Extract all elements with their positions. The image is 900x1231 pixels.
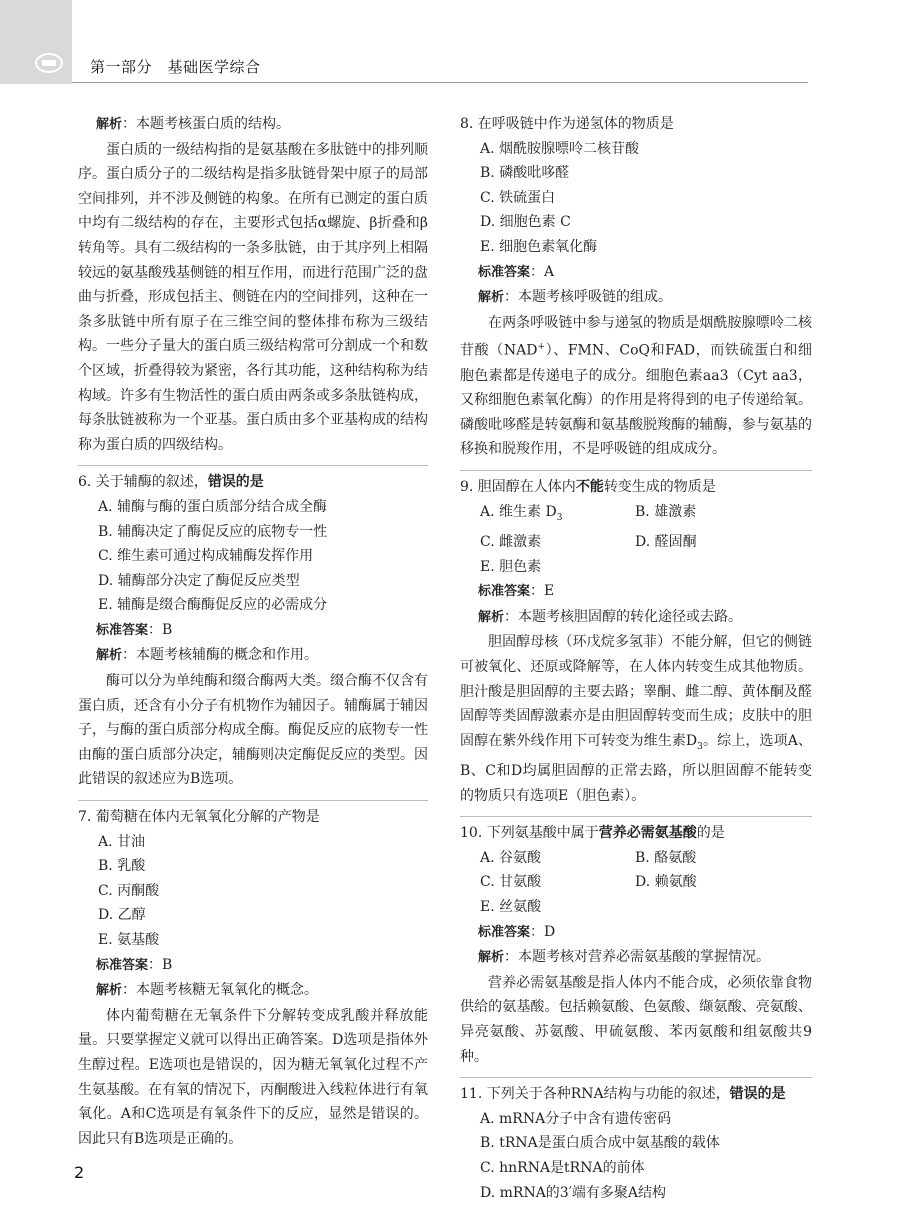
q8-stem: 8. 在呼吸链中作为递氢体的物质是 bbox=[460, 116, 674, 132]
q8-option-e: E. 细胞色素氧化酶 bbox=[480, 238, 598, 255]
q7-option-d: D. 乙醇 bbox=[98, 907, 146, 924]
question-6 bbox=[78, 470, 428, 792]
q9-option-e: E. 胆色素 bbox=[480, 558, 542, 575]
q6-option-d: D. 辅酶部分决定了酶促反应类型 bbox=[98, 572, 300, 589]
q7-option-b: B. 乳酸 bbox=[98, 858, 146, 875]
q7-answer: 标准答案：B bbox=[96, 956, 173, 973]
q10-analysis-body: 营养必需氨基酸是指人体内不能合成，必须依靠食物供给的氨基酸。包括赖氨酸、色氨酸、缬氨酸、亮氨酸、异亮氨酸、苏氨酸、甲硫氨酸、苯丙氨酸和组氨酸共9种。 bbox=[460, 974, 812, 1065]
q10-analysis-intro: 解析：本题考核对营养必需氨基酸的掌握情况。 bbox=[478, 949, 771, 966]
q6-stem: 6. 关于辅酶的叙述，错误的是 bbox=[78, 474, 264, 491]
q11-option-d: D. mRNA的3′端有多聚A结构 bbox=[480, 1184, 666, 1201]
q9-answer: 标准答案：E bbox=[478, 583, 555, 600]
q7-option-c: C. 丙酮酸 bbox=[98, 882, 160, 899]
right-column bbox=[460, 112, 812, 1205]
page-number: 2 bbox=[74, 1163, 85, 1182]
q9-stem: 9. 胆固醇在人体内不能转变生成的物质是 bbox=[460, 478, 716, 495]
question-divider bbox=[460, 816, 812, 817]
q11-option-c: C. hnRNA是tRNA的前体 bbox=[480, 1160, 645, 1176]
q5-analysis-intro: 解析：本题考核蛋白质的结构。 bbox=[96, 116, 291, 132]
q11-option-b: B. tRNA是蛋白质合成中氨基酸的载体 bbox=[480, 1135, 720, 1152]
q7-analysis-intro: 解析：本题考核糖无氧氧化的概念。 bbox=[96, 982, 319, 999]
q8-option-a: A. 烟酰胺腺嘌呤二核苷酸 bbox=[480, 140, 640, 157]
q8-analysis-intro: 解析：本题考核呼吸链的组成。 bbox=[478, 289, 673, 306]
q10-answer: 标准答案：D bbox=[478, 923, 556, 940]
q9-analysis-intro: 解析：本题考核胆固醇的转化途径或去路。 bbox=[478, 608, 743, 625]
q8-analysis-body: 在两条呼吸链中参与递氢的物质是烟酰胺腺嘌呤二核苷酸（NAD+）、FMN、CoQ和FAD，而铁硫蛋白和细胞色素都是传递电子的成分。细胞色素aa3（Cyt aa3，又称细胞色素氧化酶）的作用是将得到的电子传递给氧。磷酸吡哆醛是转氨酶和氨基酸脱羧酶的辅酶，参与氨基的移换和脱羧作用，不是呼吸链的组成成分。 bbox=[460, 314, 812, 458]
q9-options bbox=[460, 500, 812, 580]
q8-option-d: D. 细胞色素 C bbox=[480, 214, 571, 231]
question-divider bbox=[78, 800, 428, 801]
q7-analysis-body: 体内葡萄糖在无氧条件下分解转变成乳酸并释放能量。只要掌握定义就可以得出正确答案。D选项是指体外生醇过程。E选项也是错误的，因为糖无氧氧化过程不产生氨基酸。在有氧的情况下，丙酮酸进入线粒体进行有氧氧化。A和C选项是有氧条件下的反应，显然是错误的。因此只有B选项是正确的。 bbox=[78, 1007, 428, 1147]
q6-option-a: A. 辅酶与酶的蛋白质部分结合成全酶 bbox=[98, 498, 328, 515]
question-8 bbox=[460, 112, 812, 462]
q6-option-b: B. 辅酶决定了酶促反应的底物专一性 bbox=[98, 523, 328, 540]
left-column bbox=[78, 112, 428, 1151]
q7-option-a: A. 甘油 bbox=[98, 833, 146, 850]
q7-option-e: E. 氨基酸 bbox=[98, 932, 160, 948]
q9-option-b: B. 雄激素 bbox=[635, 503, 697, 520]
question-divider bbox=[78, 465, 428, 466]
question-10 bbox=[460, 821, 812, 1069]
q6-analysis-intro: 解析：本题考核辅酶的概念和作用。 bbox=[96, 647, 319, 664]
q8-option-c: C. 铁硫蛋白 bbox=[480, 189, 556, 206]
q10-options bbox=[460, 846, 812, 920]
q8-answer: 标准答案：A bbox=[478, 263, 555, 280]
question-11 bbox=[460, 1082, 812, 1205]
q9-option-d: D. 醛固酮 bbox=[635, 533, 697, 550]
q10-option-c: C. 甘氨酸 bbox=[480, 874, 542, 891]
header-rule bbox=[72, 82, 808, 83]
question-divider bbox=[460, 1077, 812, 1078]
q10-option-e: E. 丝氨酸 bbox=[480, 899, 542, 916]
q10-option-b: B. 酪氨酸 bbox=[635, 849, 697, 866]
q6-option-e: E. 辅酶是缀合酶酶促反应的必需成分 bbox=[98, 597, 328, 614]
q9-option-a: A. 维生素 $D_3$ bbox=[480, 503, 563, 523]
q9-analysis-body: 胆固醇母核（环戊烷多氢菲）不能分解，但它的侧链可被氧化、还原或降解等，在人体内转变生成其他物质。胆汁酸是胆固醇的主要去路；睾酮、雌二醇、黄体酮及醛固醇等类固醇激素亦是由胆固醇转变而生成；皮肤中的胆固醇在紫外线作用下可转变为维生素$D_3$。综上，选项A、B、C和D均属胆固醇的正常去路，所以胆固醇不能转变的物质只有选项E（胆色素）。 bbox=[460, 634, 812, 804]
q7-stem: 7. 葡萄糖在体内无氧氧化分解的产物是 bbox=[78, 809, 320, 826]
publisher-logo-icon bbox=[34, 52, 64, 74]
question-7 bbox=[78, 805, 428, 1151]
q6-option-c: C. 维生素可通过构成辅酶发挥作用 bbox=[98, 548, 314, 565]
q10-option-d: D. 赖氨酸 bbox=[635, 874, 697, 891]
question-divider bbox=[460, 470, 812, 471]
question-9 bbox=[460, 475, 812, 808]
q6-analysis-body: 酶可以分为单纯酶和缀合酶两大类。缀合酶不仅含有蛋白质，还含有小分子有机物作为辅因子。辅酶属于辅因子，与酶的蛋白质部分构成全酶。酶促反应的底物专一性由酶的蛋白质部分决定，辅酶则决定酶促反应的类型。因此错误的叙述应为B选项。 bbox=[78, 673, 428, 788]
q11-option-a: A. mRNA分子中含有遗传密码 bbox=[480, 1110, 672, 1127]
q5-analysis-body: 蛋白质的一级结构指的是氨基酸在多肽链中的排列顺序。蛋白质分子的二级结构是指多肽链骨架中原子的局部空间排列，并不涉及侧链的构象。在所有已测定的蛋白质中均有二级结构的存在，主要形式包括α螺旋、β折叠和β转角等。具有二级结构的一条多肽链，由于其序列上相隔较远的氨基酸残基侧链的相互作用，而进行范围广泛的盘曲与折叠，形成包括主、侧链在内的空间排列，这种在一条多肽链中所有原子在三维空间的整体排布称为三级结构。一些分子量大的蛋白质三级结构常可分割成一个和数个区域，折叠得较为紧密，各行其功能，这种结构称为结构域。许多有生物活性的蛋白质由两条或多条肽链构成，每条肽链被称为一个亚基。蛋白质由多个亚基构成的结构称为蛋白质的四级结构。 bbox=[78, 141, 428, 453]
q9-option-c: C. 雌激素 bbox=[480, 533, 542, 550]
section-title: 第一部分 基础医学综合 bbox=[90, 58, 261, 76]
q10-stem: 10. 下列氨基酸中属于营养必需氨基酸的是 bbox=[460, 825, 725, 842]
q8-option-b: B. 磷酸吡哆醛 bbox=[480, 165, 570, 182]
q10-option-a: A. 谷氨酸 bbox=[480, 849, 542, 866]
q11-stem: 11. 下列关于各种RNA结构与功能的叙述，错误的是 bbox=[460, 1086, 786, 1103]
q6-answer: 标准答案：B bbox=[96, 621, 173, 638]
